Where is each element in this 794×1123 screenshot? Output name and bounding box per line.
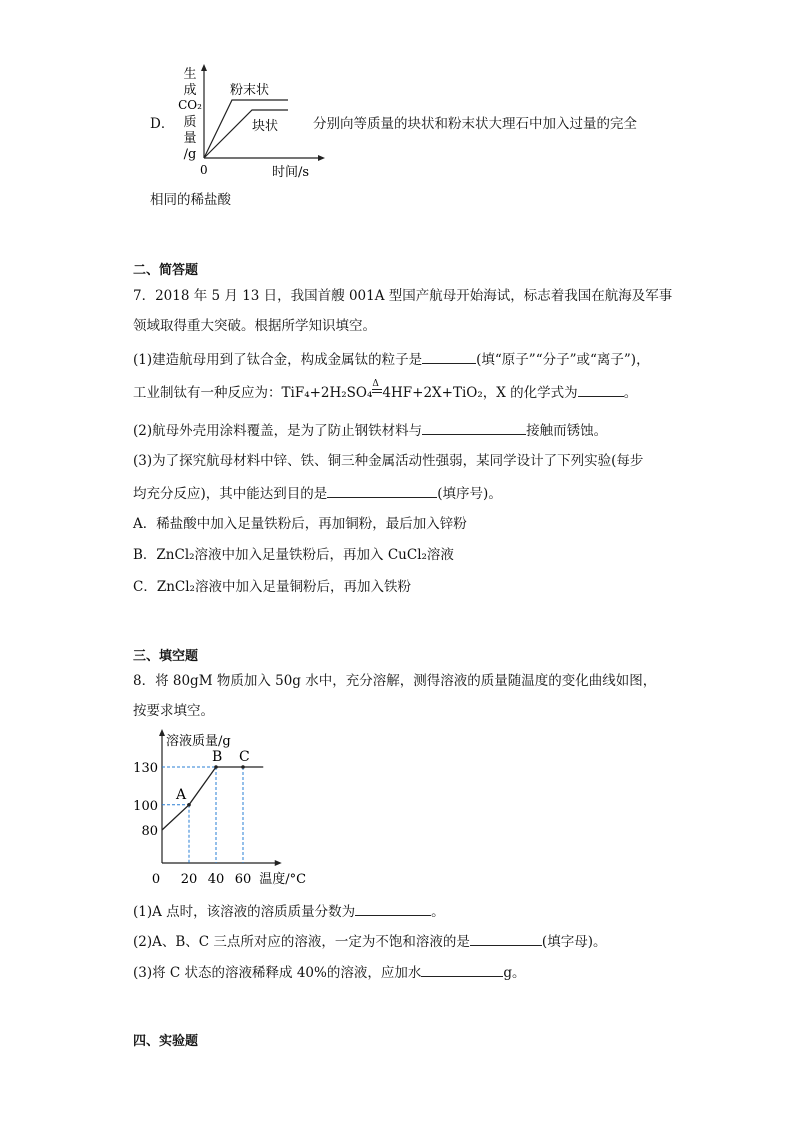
q7-p1-text-a: (1)建造航母用到了钛合金，构成金属钛的粒子是 bbox=[133, 352, 423, 368]
q8-s2-blank[interactable] bbox=[470, 931, 542, 946]
q7-p1-blank1[interactable] bbox=[422, 349, 476, 364]
heat-condition bbox=[372, 379, 382, 403]
q7-option-a: A．稀盐酸中加入足量铁粉后，再加铜粉，最后加入锌粉 bbox=[133, 516, 467, 532]
q7-option-c: C．ZnCl₂溶液中加入足量铜粉后，再加入铁粉 bbox=[133, 579, 411, 595]
q8-s1-text-b: 。 bbox=[431, 904, 445, 920]
q7-p2-blank[interactable] bbox=[422, 420, 526, 435]
q7-p1-blank2[interactable] bbox=[578, 382, 624, 397]
chart-point-label-C: C bbox=[239, 749, 250, 765]
q8-s1-blank[interactable] bbox=[355, 901, 431, 916]
q8-s2-text-a: (2)A、B、C 三点所对应的溶液，一定为不饱和溶液的是 bbox=[133, 934, 470, 950]
q7-p1-text-b: (填“原子”“分子”或“离子”)， bbox=[476, 352, 650, 368]
heat-delta: Δ bbox=[372, 379, 379, 389]
q7-p1-text-e: 。 bbox=[623, 385, 638, 401]
q7-p3-blank[interactable] bbox=[327, 483, 437, 498]
chart-xlabel: 温度/°C bbox=[259, 872, 307, 887]
q7-line2: 领域取得重大突破。根据所学知识填空。 bbox=[133, 318, 376, 334]
graph-ylabel-6: /g bbox=[183, 147, 197, 162]
q7-part3-line1: (3)为了探究航母材料中锌、铁、铜三种金属活动性强弱，某同学设计了下列实验(每步 bbox=[133, 453, 644, 469]
q8-line1: 8．将 80gM 物质加入 50g 水中，充分溶解，测得溶液的质量随温度的变化曲线如图， bbox=[133, 673, 657, 689]
graph-ylabel-5: 量 bbox=[183, 131, 197, 146]
chart-ytick-80: 80 bbox=[141, 824, 158, 839]
chart-point-label-A: A bbox=[176, 786, 187, 803]
chart-y-arrow bbox=[159, 729, 165, 736]
solution-mass-chart bbox=[130, 725, 330, 895]
chart-ytick-100: 100 bbox=[133, 798, 158, 814]
q7-part2 bbox=[133, 420, 607, 441]
q8-s1-text-a: (1)A 点时，该溶液的溶质质量分数为 bbox=[133, 904, 356, 920]
q7-p2-text-b: 接触而锈蚀。 bbox=[526, 423, 608, 439]
q7-part1 bbox=[133, 349, 650, 370]
q7-part3-line2 bbox=[133, 483, 502, 504]
graph-xlabel: 时间/s bbox=[272, 165, 310, 180]
q8-sub3 bbox=[133, 962, 526, 983]
chart-xtick-20: 20 bbox=[180, 872, 198, 887]
chart-xtick-0: 0 bbox=[151, 872, 161, 887]
chart-xtick-60: 60 bbox=[234, 872, 252, 887]
chart-point-C bbox=[241, 765, 245, 769]
q8-s3-text-a: (3)将 C 状态的溶液稀释成 40%的溶液，应加水 bbox=[133, 965, 422, 981]
graph-y-arrow bbox=[201, 64, 207, 71]
chart-xtick-40: 40 bbox=[207, 872, 225, 887]
q7-line1: 7．2018 年 5 月 13 日，我国首艘 001A 型国产航母开始海试，标志着我国在航海及军事 bbox=[133, 288, 673, 304]
curve-block-label: 块状 bbox=[252, 119, 279, 134]
chart-point-label-B: B bbox=[212, 749, 223, 765]
chart-ytick-130: 130 bbox=[133, 761, 158, 776]
curve-block bbox=[204, 110, 288, 158]
q7-option-b: B．ZnCl₂溶液中加入足量铁粉后，再加入 CuCl₂溶液 bbox=[133, 547, 454, 563]
option-d-graph bbox=[170, 60, 330, 180]
chart-point-A bbox=[187, 803, 191, 807]
heat-equals-bottom bbox=[372, 392, 382, 393]
graph-x-arrow bbox=[318, 155, 325, 161]
section-title-3: 三、填空题 bbox=[133, 649, 199, 664]
q7-p3-text-c: (填序号)。 bbox=[437, 486, 502, 502]
option-d-text-cont: 相同的稀盐酸 bbox=[150, 192, 231, 208]
option-d-label: D． bbox=[150, 116, 175, 132]
curve-powder-label: 粉末状 bbox=[230, 83, 270, 98]
graph-ylabel-1: 生 bbox=[183, 67, 197, 82]
heat-equals-top bbox=[372, 389, 382, 390]
q7-p1-text-d: 4HF+2X+TiO₂，X 的化学式为 bbox=[382, 385, 578, 401]
section-title-4: 四、实验题 bbox=[133, 1034, 199, 1049]
q8-line2: 按要求填空。 bbox=[133, 703, 214, 719]
q7-p3-text-b: 均充分反应)，其中能达到目的是 bbox=[133, 486, 328, 502]
q7-part1-equation bbox=[133, 379, 638, 403]
chart-point-B bbox=[214, 765, 218, 769]
q8-sub1 bbox=[133, 901, 445, 922]
graph-origin: 0 bbox=[200, 163, 208, 177]
chart-ylabel: 溶液质量/g bbox=[166, 734, 231, 749]
option-d-text: 分别向等质量的块状和粉末状大理石中加入过量的完全 bbox=[313, 116, 637, 132]
q8-s3-text-b: g。 bbox=[503, 965, 526, 981]
q8-s3-blank[interactable] bbox=[421, 962, 503, 977]
section-title-2: 二、简答题 bbox=[133, 263, 199, 278]
graph-ylabel-4: 质 bbox=[183, 115, 197, 130]
q8-sub2 bbox=[133, 931, 606, 952]
chart-x-arrow bbox=[275, 860, 282, 866]
q7-p1-text-c: 工业制钛有一种反应为：TiF₄+2H₂SO₄ bbox=[133, 385, 373, 401]
q8-s2-text-b: (填字母)。 bbox=[541, 934, 607, 950]
graph-ylabel-2: 成 bbox=[183, 83, 197, 98]
graph-ylabel-3: CO₂ bbox=[178, 98, 202, 112]
q7-p2-text-a: (2)航母外壳用涂料覆盖，是为了防止钢铁材料与 bbox=[133, 423, 423, 439]
